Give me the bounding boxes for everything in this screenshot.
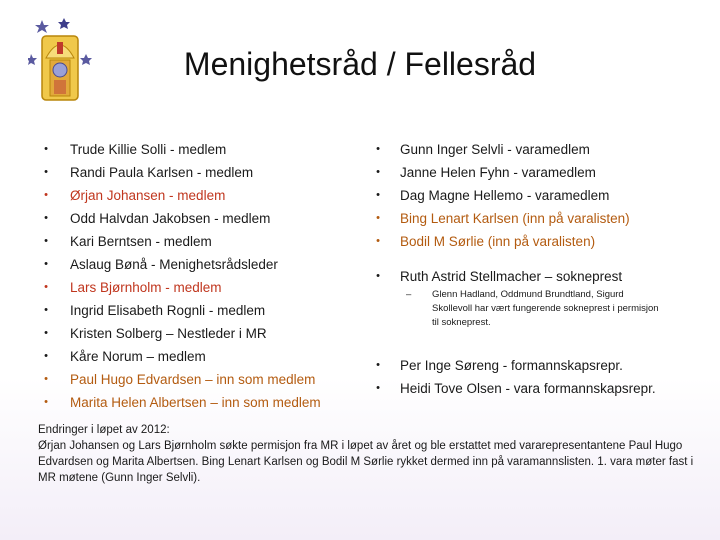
member-name: Marita Helen Albertsen – inn som medlem (70, 395, 321, 410)
member-name: Bing Lenart Karlsen (inn på varalisten) (400, 211, 630, 226)
list-item (368, 161, 664, 184)
list-item-priest (368, 265, 664, 288)
member-name: Dag Magne Hellemo - varamedlem (400, 188, 610, 203)
list-item (36, 299, 321, 322)
star-icon (35, 20, 49, 33)
member-name: Randi Paula Karlsen - medlem (70, 165, 254, 180)
bullet-icon: • (376, 270, 380, 282)
priest-sub-note (406, 288, 664, 330)
bullet-icon: • (376, 235, 380, 247)
member-name: Ørjan Johansen - medlem (70, 188, 226, 203)
member-name: Janne Helen Fyhn - varamedlem (400, 165, 596, 180)
bullet-icon: • (44, 166, 48, 178)
list-item (36, 207, 321, 230)
dash-icon: – (406, 289, 412, 300)
list-item (36, 276, 321, 299)
bullet-icon: • (44, 281, 48, 293)
bullet-icon: • (44, 396, 48, 408)
notes-heading: Endringer i løpet av 2012: (38, 424, 170, 436)
star-icon (58, 18, 70, 29)
bullet-icon: • (44, 143, 48, 155)
bullet-icon: • (44, 189, 48, 201)
bullet-icon: • (44, 258, 48, 270)
list-item (368, 184, 664, 207)
page-title: Menighetsråd / Fellesråd (183, 46, 537, 82)
bullet-icon: • (44, 350, 48, 362)
list-item (36, 368, 321, 391)
bullet-icon: • (376, 143, 380, 155)
member-name: Lars Bjørnholm - medlem (70, 280, 222, 295)
member-name: Ingrid Elisabeth Rognli - medlem (70, 303, 266, 318)
bullet-icon: • (376, 212, 380, 224)
list-item (36, 253, 321, 276)
list-item (368, 138, 664, 161)
member-name: Aslaug Bønå - Menighetsrådsleder (70, 257, 278, 272)
list-item (368, 377, 664, 400)
bullet-icon: • (44, 235, 48, 247)
priest-text: Ruth Astrid Stellmacher – sokneprest (400, 269, 623, 284)
list-item (36, 161, 321, 184)
left-member-list (36, 138, 321, 414)
member-name: Kåre Norum – medlem (70, 349, 206, 364)
list-item (36, 322, 321, 345)
bullet-icon: • (44, 212, 48, 224)
member-name: Kristen Solberg – Nestleder i MR (70, 326, 267, 341)
member-name: Paul Hugo Edvardsen – inn som medlem (70, 372, 316, 387)
change-notes (38, 422, 698, 486)
list-item (368, 354, 664, 377)
list-item (36, 184, 321, 207)
priest-sub-note-text: Glenn Hadland, Oddmund Brundtland, Sigurd Skollevoll har vært fungerende sokneprest i permisjon til sokneprest. (432, 289, 659, 328)
list-item (368, 207, 664, 230)
member-name: Kari Berntsen - medlem (70, 234, 212, 249)
list-item (36, 391, 321, 414)
bullet-icon: • (376, 189, 380, 201)
list-item (36, 230, 321, 253)
notes-body: Ørjan Johansen og Lars Bjørnholm søkte permisjon fra MR i løpet av året og ble erstattet med vararepresentantene Paul Hugo Edvardsen og Marita Albertsen. Bing Lenart Karlsen og Bodil M Sørlie rykket dermed inn på varamannslisten. 1. vara møter fast i MR møtene (Gunn Inger Selvli). (38, 440, 694, 484)
bullet-icon: • (44, 327, 48, 339)
bullet-icon: • (44, 304, 48, 316)
bullet-icon: • (376, 166, 380, 178)
member-name: Bodil M Sørlie (inn på varalisten) (400, 234, 596, 249)
member-name: Per Inge Søreng - formannskapsrepr. (400, 358, 623, 373)
list-item (36, 345, 321, 368)
bullet-icon: • (376, 359, 380, 371)
bullet-icon: • (44, 373, 48, 385)
member-name: Trude Killie Solli - medlem (70, 142, 227, 157)
member-name: Heidi Tove Olsen - vara formannskapsrepr. (400, 381, 656, 396)
list-item (36, 138, 321, 161)
member-name: Odd Halvdan Jakobsen - medlem (70, 211, 271, 226)
bullet-icon: • (376, 382, 380, 394)
right-member-list (368, 138, 664, 400)
list-item (368, 230, 664, 253)
member-name: Gunn Inger Selvli - varamedlem (400, 142, 590, 157)
